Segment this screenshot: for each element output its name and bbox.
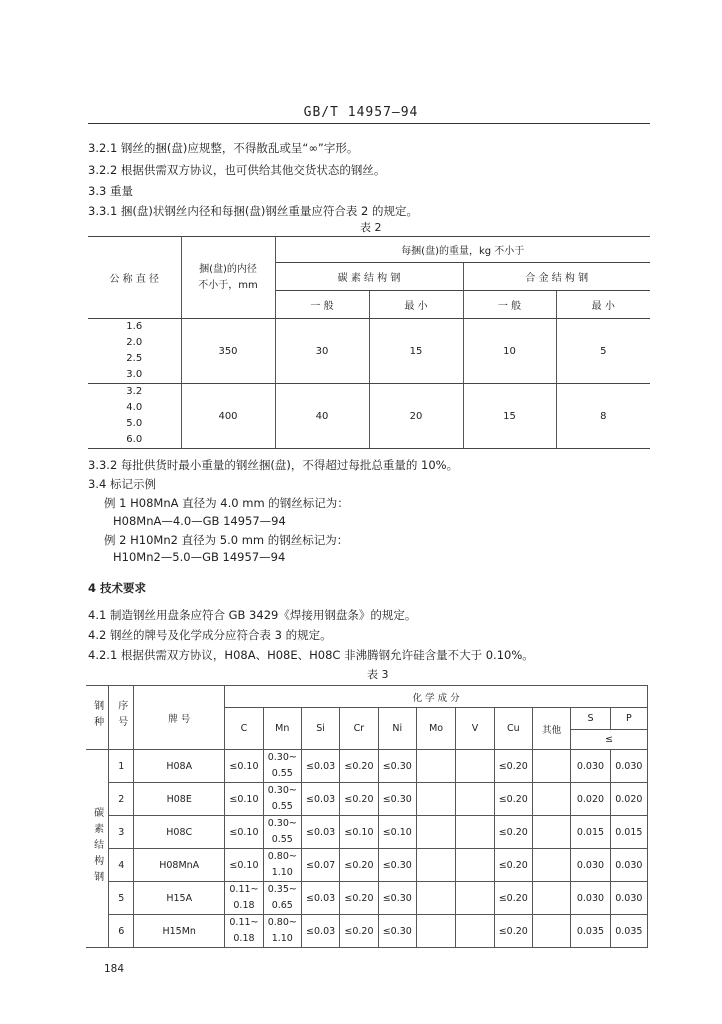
table2-alloy-general: 15 <box>463 384 556 449</box>
table3-header-c: C <box>225 708 263 750</box>
row-cu: ≤0.20 <box>494 915 532 948</box>
table-row <box>86 783 648 816</box>
diameter-value: 3.0 <box>126 369 143 380</box>
diameter-value: 5.0 <box>126 418 143 429</box>
table3-header-steel-type: 钢种 <box>86 686 109 750</box>
row-p: 0.030 <box>610 849 647 882</box>
table3-caption: 表 3 <box>367 668 389 681</box>
row-cu: ≤0.20 <box>494 849 532 882</box>
table3-header-cu: Cu <box>494 708 532 750</box>
table3-header-v: V <box>456 708 494 750</box>
row-cu: ≤0.20 <box>494 882 532 915</box>
row-si: ≤0.03 <box>301 915 339 948</box>
row-s: 0.015 <box>571 816 610 849</box>
diameter-value: 1.6 <box>126 321 143 332</box>
row-p: 0.030 <box>610 882 647 915</box>
row-c: ≤0.10 <box>225 783 263 816</box>
diameter-value: 2.0 <box>126 337 143 348</box>
table3-steel-type-carbon: 碳素结构钢 <box>86 750 109 948</box>
row-mo <box>416 816 455 849</box>
row-s: 0.020 <box>571 783 610 816</box>
table-row <box>86 882 648 915</box>
row-no: 2 <box>109 783 134 816</box>
table2-header-carbon-min: 最 小 <box>369 291 463 319</box>
table2-alloy-min: 8 <box>556 384 650 449</box>
table3-header-mo: Mo <box>416 708 455 750</box>
row-mo <box>416 882 455 915</box>
row-other <box>532 882 570 915</box>
row-no: 6 <box>109 915 134 948</box>
table2-header-carbon-general: 一 般 <box>275 291 369 319</box>
table2-header-nominal-diameter: 公 称 直 径 <box>88 237 181 319</box>
row-s: 0.030 <box>571 849 610 882</box>
row-v <box>456 849 494 882</box>
clause-3-2-2: 3.2.2 根据供需双方协议，也可供给其他交货状态的钢丝。 <box>88 163 386 177</box>
table2-alloy-general: 10 <box>463 319 556 384</box>
table2-inner-diameter: 400 <box>181 384 275 449</box>
table2-diameters-group2 <box>88 384 181 449</box>
row-v <box>456 915 494 948</box>
row-cu: ≤0.20 <box>494 816 532 849</box>
table-row <box>86 915 648 948</box>
row-mn: 0.80~ 1.10 <box>263 915 301 948</box>
row-grade: H15A <box>134 882 225 915</box>
table2-header-weight: 每捆(盘)的重量，kg 不小于 <box>275 237 650 263</box>
row-si: ≤0.03 <box>301 783 339 816</box>
row-grade: H08A <box>134 750 225 783</box>
table3-header-p: P <box>610 708 647 730</box>
row-cu: ≤0.20 <box>494 750 532 783</box>
row-v <box>456 816 494 849</box>
row-c: ≤0.10 <box>225 849 263 882</box>
clause-4-2-1: 4.2.1 根据供需双方协议，H08A、H08E、H08C 非沸腾钢允许硅含量不大于 0.10%。 <box>88 648 534 662</box>
diameter-value: 4.0 <box>126 402 143 413</box>
table3-header-le: ≤ <box>571 730 648 750</box>
table3-header-si: Si <box>301 708 339 750</box>
table2-header-alloy-min: 最 小 <box>556 291 650 319</box>
table3-header-other: 其他 <box>532 708 570 750</box>
table-row <box>88 319 650 384</box>
row-p: 0.030 <box>610 750 647 783</box>
row-v <box>456 882 494 915</box>
row-mn: 0.30~ 0.55 <box>263 816 301 849</box>
row-cr: ≤0.20 <box>340 882 378 915</box>
table2-inner-diameter: 350 <box>181 319 275 384</box>
clause-4-2: 4.2 钢丝的牌号及化学成分应符合表 3 的规定。 <box>88 628 332 642</box>
row-cr: ≤0.20 <box>340 750 378 783</box>
diameter-value: 3.2 <box>126 386 143 397</box>
row-mn: 0.30~ 0.55 <box>263 783 301 816</box>
row-no: 5 <box>109 882 134 915</box>
example-1-marking: H08MnA—4.0—GB 14957—94 <box>113 514 286 528</box>
row-other <box>532 915 570 948</box>
table3-header-ni: Ni <box>378 708 416 750</box>
clause-4-1: 4.1 制造钢丝用盘条应符合 GB 3429《焊接用钢盘条》的规定。 <box>88 608 417 622</box>
row-no: 3 <box>109 816 134 849</box>
row-p: 0.035 <box>610 915 647 948</box>
row-cr: ≤0.20 <box>340 915 378 948</box>
row-grade: H15Mn <box>134 915 225 948</box>
clause-3-4-title: 3.4 标记示例 <box>88 477 156 491</box>
example-1: 例 1 H08MnA 直径为 4.0 mm 的钢丝标记为： <box>104 496 349 510</box>
row-mn: 0.35~ 0.65 <box>263 882 301 915</box>
row-grade: H08MnA <box>134 849 225 882</box>
table-row <box>86 849 648 882</box>
table3-header-mn: Mn <box>263 708 301 750</box>
row-other <box>532 816 570 849</box>
row-cu: ≤0.20 <box>494 783 532 816</box>
table2-carbon-min: 15 <box>369 319 463 384</box>
page-number: 184 <box>104 963 125 975</box>
row-si: ≤0.07 <box>301 849 339 882</box>
row-cr: ≤0.20 <box>340 783 378 816</box>
row-ni: ≤0.10 <box>378 816 416 849</box>
table3-header-serial: 序号 <box>109 686 134 750</box>
row-ni: ≤0.30 <box>378 783 416 816</box>
table-row <box>86 816 648 849</box>
row-c: 0.11~ 0.18 <box>225 915 263 948</box>
table3-header-s: S <box>571 708 610 730</box>
standard-code-header: GB/T 14957—94 <box>303 105 419 120</box>
row-no: 1 <box>109 750 134 783</box>
row-c: ≤0.10 <box>225 750 263 783</box>
row-mn: 0.80~ 1.10 <box>263 849 301 882</box>
clause-3-3-1: 3.3.1 捆(盘)状钢丝内径和每捆(盘)钢丝重量应符合表 2 的规定。 <box>88 204 418 218</box>
table3-header-chemical: 化 学 成 分 <box>225 686 648 708</box>
row-p: 0.020 <box>610 783 647 816</box>
row-c: 0.11~ 0.18 <box>225 882 263 915</box>
row-s: 0.030 <box>571 750 610 783</box>
table2-header-alloy: 合 金 结 构 钢 <box>463 263 650 291</box>
table2-header-alloy-general: 一 般 <box>463 291 556 319</box>
header-rule <box>88 123 650 124</box>
row-mo <box>416 750 455 783</box>
row-c: ≤0.10 <box>225 816 263 849</box>
section-4-title: 4 技术要求 <box>88 581 147 595</box>
row-s: 0.030 <box>571 882 610 915</box>
row-grade: H08E <box>134 783 225 816</box>
row-no: 4 <box>109 849 134 882</box>
table-row <box>88 384 650 449</box>
table2-carbon-min: 20 <box>369 384 463 449</box>
row-v <box>456 750 494 783</box>
row-cr: ≤0.20 <box>340 849 378 882</box>
row-p: 0.015 <box>610 816 647 849</box>
example-2: 例 2 H10Mn2 直径为 5.0 mm 的钢丝标记为： <box>104 533 349 547</box>
row-ni: ≤0.30 <box>378 849 416 882</box>
example-2-marking: H10Mn2—5.0—GB 14957—94 <box>113 550 286 564</box>
row-mo <box>416 783 455 816</box>
table2-header-carbon: 碳 素 结 构 钢 <box>275 263 463 291</box>
clause-3-3-title: 3.3 重量 <box>88 184 133 198</box>
diameter-value: 2.5 <box>126 353 143 364</box>
row-mo <box>416 915 455 948</box>
table2-carbon-general: 40 <box>275 384 369 449</box>
diameter-value: 6.0 <box>126 434 143 445</box>
table3-header-cr: Cr <box>340 708 378 750</box>
row-si: ≤0.03 <box>301 882 339 915</box>
row-mn: 0.30~ 0.55 <box>263 750 301 783</box>
table2-header-inner-diameter: 捆(盘)的内径 不小于，mm <box>181 237 275 319</box>
table3-header-grade: 牌 号 <box>134 686 225 750</box>
table2-diameters-group1 <box>88 319 181 384</box>
clause-3-3-2: 3.3.2 每批供货时最小重量的钢丝捆(盘)，不得超过每批总重量的 10%。 <box>88 458 459 472</box>
row-grade: H08C <box>134 816 225 849</box>
row-v <box>456 783 494 816</box>
row-ni: ≤0.30 <box>378 750 416 783</box>
table2 <box>88 236 650 449</box>
row-other <box>532 783 570 816</box>
row-ni: ≤0.30 <box>378 915 416 948</box>
table3 <box>86 685 648 948</box>
table2-alloy-min: 5 <box>556 319 650 384</box>
row-mo <box>416 849 455 882</box>
row-cr: ≤0.10 <box>340 816 378 849</box>
row-other <box>532 849 570 882</box>
table2-carbon-general: 30 <box>275 319 369 384</box>
row-ni: ≤0.30 <box>378 882 416 915</box>
row-si: ≤0.03 <box>301 750 339 783</box>
row-other <box>532 750 570 783</box>
clause-3-2-1: 3.2.1 钢丝的捆(盘)应规整，不得散乱或呈“∞”字形。 <box>88 141 359 155</box>
row-si: ≤0.03 <box>301 816 339 849</box>
table2-caption: 表 2 <box>360 221 382 234</box>
row-s: 0.035 <box>571 915 610 948</box>
table-row <box>86 750 648 783</box>
